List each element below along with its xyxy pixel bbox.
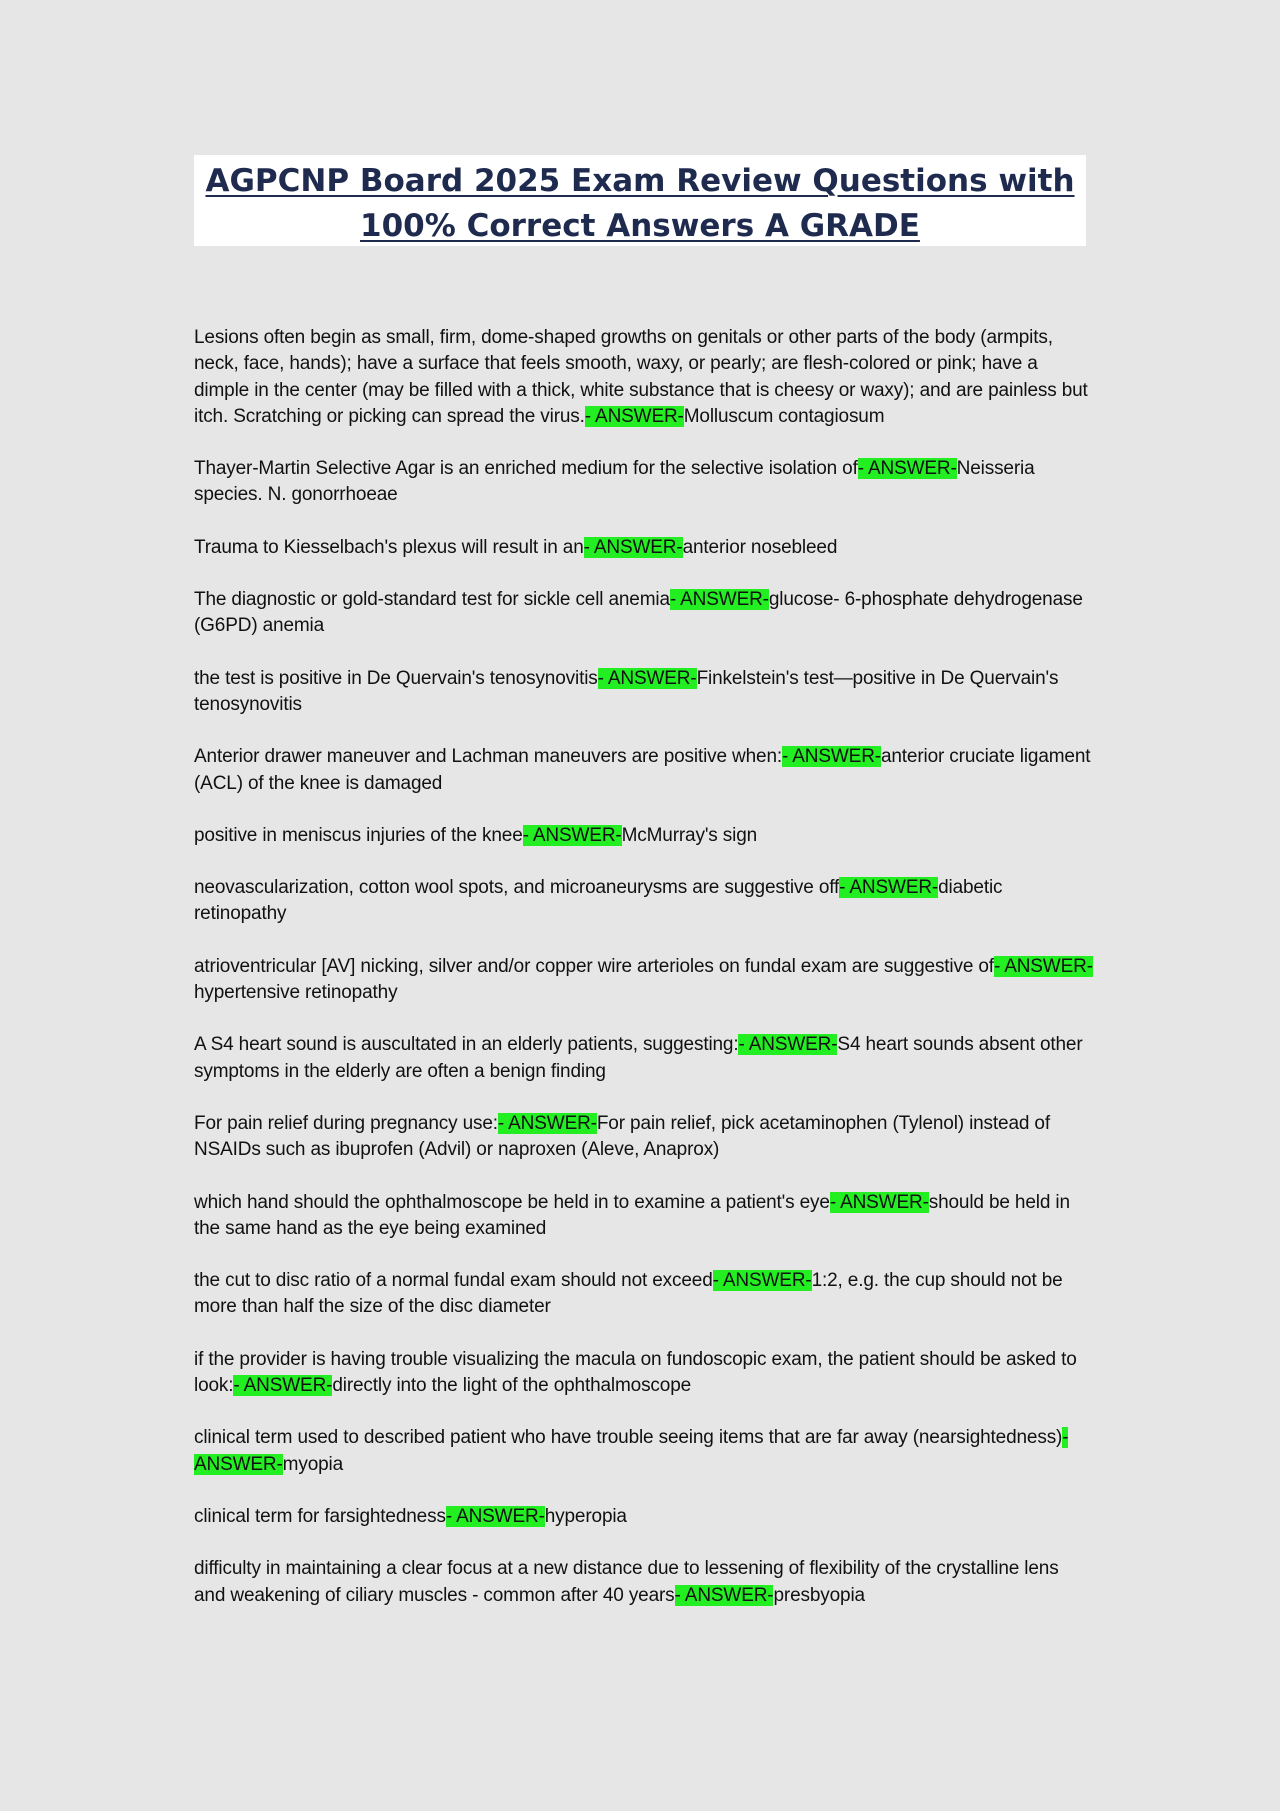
qa-item <box>194 744 1094 797</box>
question-text: The diagnostic or gold-standard test for sickle cell anemia <box>194 589 670 611</box>
qa-list <box>194 325 1094 1635</box>
question-text: the test is positive in De Quervain's tenosynovitis <box>194 667 598 689</box>
question-text: if the provider is having trouble visualizing the macula on fundoscopic exam, the patient should be asked to look: <box>194 1348 1077 1397</box>
answer-text: Neisseria species. N. gonorrhoeae <box>194 458 1035 506</box>
qa-item <box>194 666 1094 719</box>
question-text: atrioventricular [AV] nicking, silver and/or copper wire arterioles on fundal exam are suggestive of <box>194 955 994 977</box>
qa-item <box>194 1347 1094 1400</box>
answer-text: Finkelstein's test—positive in De Quervain's tenosynovitis <box>194 667 1059 715</box>
qa-item <box>194 587 1094 640</box>
answer-marker: - ANSWER- <box>738 1034 838 1056</box>
answer-marker: - ANSWER- <box>583 536 683 558</box>
answer-marker: - ANSWER- <box>522 824 622 846</box>
answer-marker: - ANSWER- <box>829 1191 929 1213</box>
answer-marker: - ANSWER- <box>839 877 939 899</box>
qa-item <box>194 1032 1094 1085</box>
answer-marker: - ANSWER- <box>233 1375 333 1397</box>
qa-item <box>194 954 1094 1007</box>
question-text: Anterior drawer maneuver and Lachman maneuvers are positive when: <box>194 746 783 768</box>
answer-marker: - ANSWER- <box>597 667 697 689</box>
qa-item <box>194 1190 1094 1243</box>
qa-item <box>194 823 1094 849</box>
qa-item <box>194 325 1094 430</box>
answer-text: anterior nosebleed <box>682 536 838 558</box>
answer-marker: - ANSWER- <box>497 1112 597 1134</box>
answer-marker: - ANSWER- <box>782 746 881 768</box>
answer-marker: - ANSWER- <box>669 589 769 611</box>
qa-item <box>194 1425 1094 1478</box>
qa-item <box>194 1504 1094 1530</box>
question-text: For pain relief during pregnancy use: <box>194 1112 498 1134</box>
answer-text: directly into the light of the ophthalmoscope <box>332 1375 692 1397</box>
question-text: clinical term for farsightedness <box>194 1505 446 1527</box>
question-text: the cut to disc ratio of a normal fundal exam should not exceed <box>194 1270 713 1292</box>
answer-text: For pain relief, pick acetaminophen (Tylenol) instead of NSAIDs such as ibuprofen (Advil) or naproxen (Aleve, Anaprox) <box>194 1112 1050 1161</box>
question-text: Trauma to Kiesselbach's plexus will result in an <box>194 536 584 558</box>
qa-item <box>194 1111 1094 1164</box>
answer-text: presbyopia <box>773 1584 865 1606</box>
qa-item <box>194 456 1094 509</box>
question-text: difficulty in maintaining a clear focus at a new distance due to lessening of flexibility of the crystalline lens and weakening of ciliary muscles - common after 40 years <box>194 1558 1059 1606</box>
answer-text: S4 heart sounds absent other symptoms in the elderly are often a benign finding <box>194 1034 1083 1082</box>
answer-text: 1:2, e.g. the cup should not be more than half the size of the disc diameter <box>194 1270 1063 1318</box>
question-text: A S4 heart sound is auscultated in an elderly patients, suggesting: <box>194 1034 739 1056</box>
answer-text: hypertensive retinopathy <box>194 982 398 1004</box>
answer-marker: - ANSWER- <box>445 1505 545 1527</box>
qa-item <box>194 1268 1094 1321</box>
title-line-1: AGPCNP Board 2025 Exam Review Questions with <box>205 163 1075 199</box>
answer-marker: - ANSWER- <box>194 1427 1069 1475</box>
question-text: clinical term used to described patient who have trouble seeing items that are far away (nearsightedness) <box>194 1427 1063 1449</box>
document-title <box>194 155 1086 246</box>
answer-marker: - ANSWER- <box>993 955 1093 977</box>
answer-marker: - ANSWER- <box>857 458 957 480</box>
answer-text: glucose- 6-phosphate dehydrogenase (G6PD) anemia <box>194 589 1083 637</box>
qa-item <box>194 875 1094 928</box>
answer-marker: - ANSWER- <box>674 1584 774 1606</box>
answer-text: Molluscum contagiosum <box>683 405 885 427</box>
answer-marker: - ANSWER- <box>712 1270 812 1292</box>
question-text: which hand should the ophthalmoscope be held in to examine a patient's eye <box>194 1191 830 1213</box>
answer-text: anterior cruciate ligament (ACL) of the knee is damaged <box>194 746 1091 794</box>
answer-text: should be held in the same hand as the eye being examined <box>194 1191 1070 1239</box>
answer-text: myopia <box>282 1453 344 1475</box>
answer-text: hyperopia <box>544 1505 627 1527</box>
question-text: positive in meniscus injuries of the knee <box>194 824 523 846</box>
answer-text: McMurray's sign <box>621 824 758 846</box>
question-text: Lesions often begin as small, firm, dome-shaped growths on genitals or other parts of the body (armpits, neck, face, hands); have a surface that feels smooth, waxy, or pearly; are flesh-colored or pink; have a dimple in the center (may be filled with a thick, white substance that is cheesy or waxy); and are painless but itch. Scratching or picking can spread the virus. <box>194 327 1088 427</box>
qa-item <box>194 1556 1094 1609</box>
answer-text: diabetic retinopathy <box>194 877 1003 925</box>
question-text: neovascularization, cotton wool spots, and microaneurysms are suggestive off <box>194 877 840 899</box>
answer-marker: - ANSWER- <box>584 405 684 427</box>
question-text: Thayer-Martin Selective Agar is an enriched medium for the selective isolation of <box>194 458 858 480</box>
qa-item <box>194 535 1094 561</box>
title-line-2: 100% Correct Answers A GRADE <box>360 208 920 244</box>
